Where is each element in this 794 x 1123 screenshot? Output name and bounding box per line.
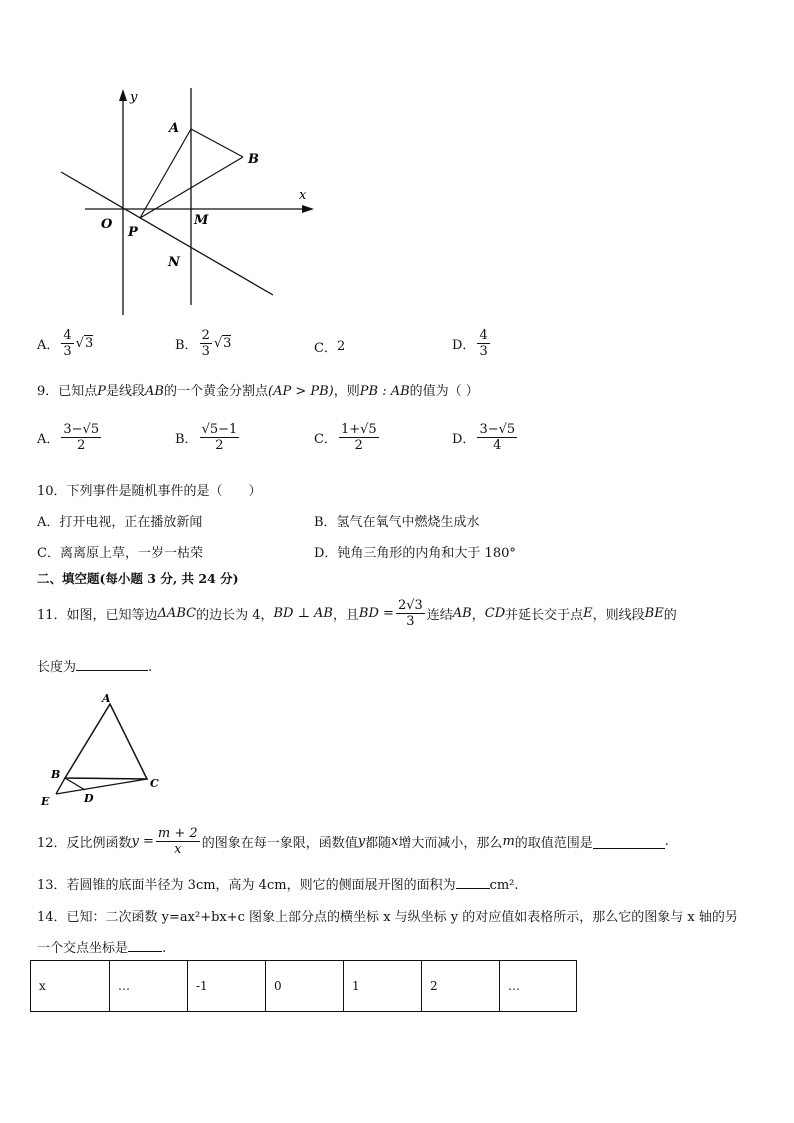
q11-stem: 11．如图，已知等边 ΔABC 的边长为 4， BD ⊥ AB ，且 BD = $\frac{2√3}{3}$ 连结 AB ， CD 并延长交于点 E ，则线段 BE 的 xyxy=(37,598,677,629)
triangle-figure xyxy=(38,690,178,808)
line-on xyxy=(61,172,273,295)
tri-label-b: B xyxy=(51,768,61,781)
table-cell: 0 xyxy=(266,961,344,1012)
y-axis-arrow xyxy=(119,89,127,101)
label-n: N xyxy=(168,255,180,270)
tri-label-a: A xyxy=(102,692,111,705)
x-axis-arrow xyxy=(302,205,314,213)
table-cell: -1 xyxy=(188,961,266,1012)
q10-option-d: D．钝角三角形的内角和大于 180° xyxy=(314,546,516,561)
label-x: x xyxy=(299,188,307,203)
q8-option-c: C． 2 xyxy=(314,339,346,356)
segment-pa xyxy=(140,129,191,218)
triangle-abc xyxy=(65,704,147,779)
segment-bd xyxy=(65,778,85,790)
q9-option-a: A． $\frac{3-√5}{2}$ xyxy=(37,422,100,453)
table-cell: x xyxy=(31,961,110,1012)
q14-answer-blank[interactable] xyxy=(128,951,162,952)
table-cell: 1 xyxy=(344,961,422,1012)
q10-option-c: C．离离原上草，一岁一枯荣 xyxy=(37,546,203,561)
q8-option-a: A． $\frac{4}{3}$ √3 xyxy=(37,328,94,359)
q9-stem: 9．已知点P是线段AB的一个黄金分割点(AP > PB)，则PB : AB的值为（ ） xyxy=(37,384,479,399)
tri-label-e: E xyxy=(41,795,50,808)
section-heading: 二、填空题(每小题 3 分, 共 24 分) xyxy=(37,571,239,586)
table-cell: … xyxy=(500,961,577,1012)
table-cell: … xyxy=(110,961,188,1012)
label-o: O xyxy=(101,217,113,232)
table-cell: 2 xyxy=(422,961,500,1012)
q10-option-a: A．打开电视，正在播放新闻 xyxy=(37,515,203,530)
q9-option-d: D． $\frac{3-√5}{4}$ xyxy=(452,422,516,453)
q8-option-d: D． $\frac{4}{3}$ xyxy=(452,328,488,359)
segment-ab xyxy=(191,129,243,157)
q11-answer-blank[interactable] xyxy=(76,670,148,671)
label-m: M xyxy=(194,213,209,228)
q13-stem: 13．若圆锥的底面半径为 3cm，高为 4cm，则它的侧面展开图的面积为 cm². xyxy=(37,878,519,893)
label-p: P xyxy=(128,225,138,240)
q13-answer-blank[interactable] xyxy=(456,888,490,889)
coordinate-figure xyxy=(55,85,320,320)
label-b: B xyxy=(248,152,259,167)
q9-option-c: C． $\frac{1+√5}{2}$ xyxy=(314,422,377,453)
q14-line1: 14．已知：二次函数 y=ax²+bx+c 图象上部分点的横坐标 x 与纵坐标 y 的对应值如表格所示，那么它的图象与 x 轴的另 xyxy=(37,910,738,925)
tri-label-d: D xyxy=(84,792,94,805)
q11-answer-line: 长度为 . xyxy=(37,660,153,675)
table-row xyxy=(31,961,577,1012)
q10-stem: 10．下列事件是随机事件的是（ ） xyxy=(37,484,262,499)
q10-option-b: B．氢气在氧气中燃烧生成水 xyxy=(314,515,480,530)
q12-answer-blank[interactable] xyxy=(593,848,665,849)
q8-option-b: B． $\frac{2}{3}$ √3 xyxy=(175,328,232,359)
q14-line2: 一个交点坐标是 . xyxy=(37,941,167,956)
label-a: A xyxy=(169,121,180,136)
label-y: y xyxy=(130,90,138,105)
value-table xyxy=(30,960,577,1012)
q12-stem: 12．反比例函数 y = $\frac{m + 2}{x}$ 的图象在每一象限，函数值 y 都随 x 增大而减小，那么 m 的取值范围是 . xyxy=(37,826,669,857)
q9-option-b: B． $\frac{√5-1}{2}$ xyxy=(175,422,238,453)
tri-label-c: C xyxy=(150,777,159,790)
